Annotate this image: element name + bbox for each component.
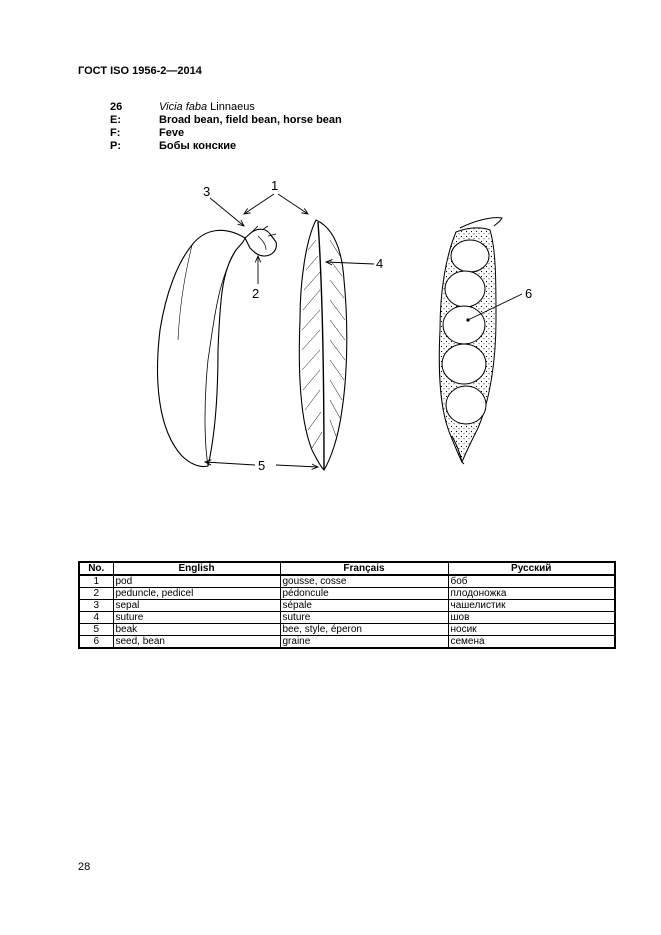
cell-french: sépale: [280, 600, 448, 612]
cell-english: pod: [113, 575, 280, 588]
col-header-no: No.: [79, 562, 113, 575]
table-header-row: [79, 562, 615, 575]
bean-pod-illustration: [0, 160, 661, 490]
latin-genus-species: Vicia faba: [159, 101, 208, 113]
table-row: [79, 636, 615, 649]
latin-author: Linnaeus: [210, 101, 255, 113]
entry-number: 26: [110, 101, 123, 113]
callout-2: 2: [252, 286, 260, 301]
cell-french: graine: [280, 636, 448, 649]
cell-french: gousse, cosse: [280, 575, 448, 588]
table-row: [79, 588, 615, 600]
french-code: F:: [110, 127, 121, 139]
french-name: Feve: [159, 127, 185, 139]
cell-russian: боб: [448, 575, 615, 588]
cell-no: 2: [79, 588, 113, 600]
col-header-russian: Русский: [448, 562, 615, 575]
cell-english: beak: [113, 624, 280, 636]
cell-french: suture: [280, 612, 448, 624]
english-name: Broad bean, field bean, horse bean: [159, 114, 342, 126]
cell-russian: чашелистик: [448, 600, 615, 612]
cell-no: 4: [79, 612, 113, 624]
table-row: [79, 624, 615, 636]
russian-code: P:: [110, 140, 121, 152]
cell-english: sepal: [113, 600, 280, 612]
cell-french: bee, style, éperon: [280, 624, 448, 636]
table-row: [79, 575, 615, 588]
split-pod-drawing: [299, 220, 346, 470]
cell-english: suture: [113, 612, 280, 624]
cell-russian: носик: [448, 624, 615, 636]
cell-russian: шов: [448, 612, 615, 624]
cell-russian: плодоножка: [448, 588, 615, 600]
cell-no: 1: [79, 575, 113, 588]
entry-latin-name: [159, 101, 255, 114]
col-header-english: English: [113, 562, 280, 575]
terms-table: [78, 561, 616, 649]
callout-5: 5: [258, 458, 266, 473]
col-header-french: Français: [280, 562, 448, 575]
cell-english: seed, bean: [113, 636, 280, 649]
open-pod-drawing: [439, 218, 502, 464]
callout-1: 1: [271, 178, 279, 193]
table-row: [79, 600, 615, 612]
english-code: E:: [110, 114, 121, 126]
cell-french: pédoncule: [280, 588, 448, 600]
callout-3: 3: [203, 184, 211, 199]
table-row: [79, 612, 615, 624]
cell-russian: семена: [448, 636, 615, 649]
cell-no: 5: [79, 624, 113, 636]
cell-no: 6: [79, 636, 113, 649]
callout-4: 4: [376, 256, 384, 271]
whole-pod-drawing: [158, 226, 277, 467]
cell-no: 3: [79, 600, 113, 612]
page-number: 28: [78, 861, 91, 873]
russian-name: Бобы конские: [159, 140, 237, 152]
document-header: ГОСТ ISO 1956-2—2014: [78, 65, 202, 77]
callout-6: 6: [525, 286, 533, 301]
cell-english: peduncle, pedicel: [113, 588, 280, 600]
